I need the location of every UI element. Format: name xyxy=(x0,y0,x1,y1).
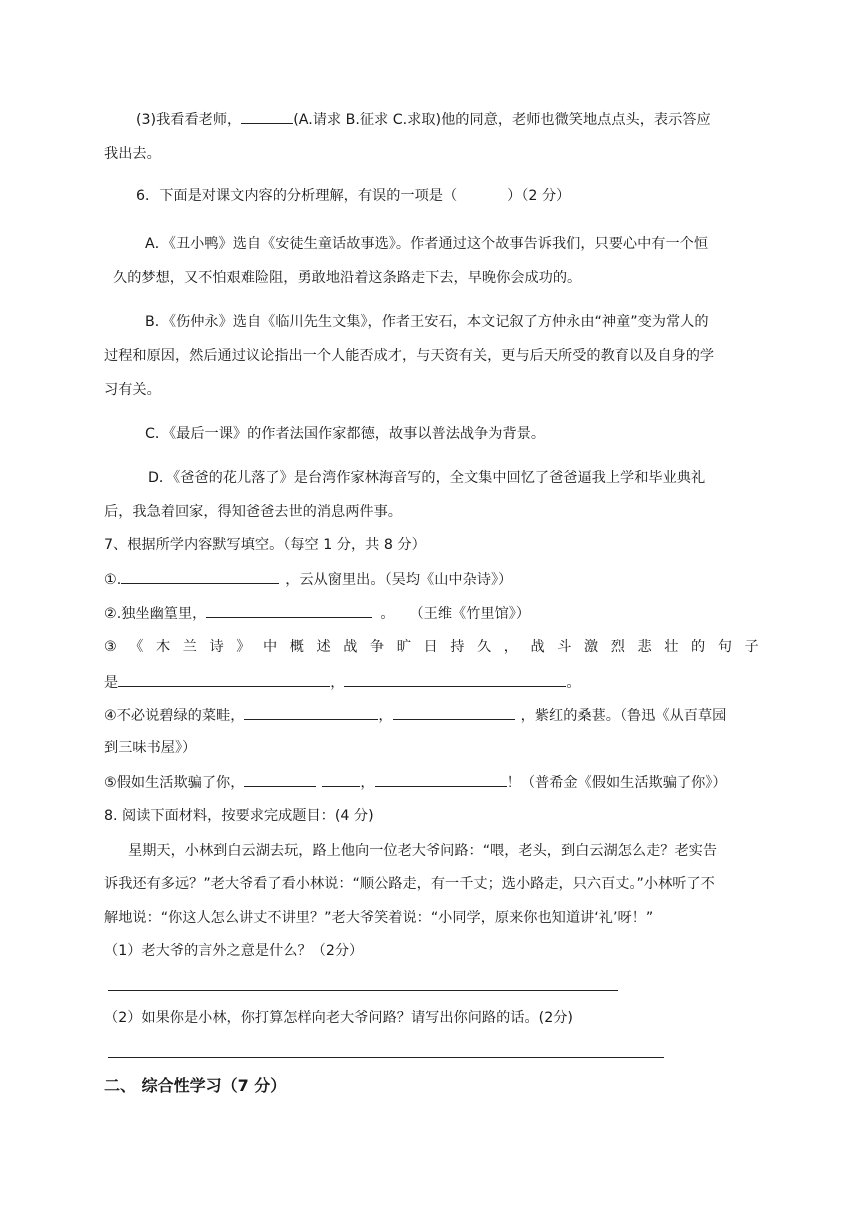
q5-3-line1 xyxy=(136,109,711,130)
q8-passage-line1: 星期天，小林到白云湖去玩，路上他向一位老大爷问路：“喂，老头，到白云湖怎么走？老实告 xyxy=(128,843,718,859)
q7-item-3-end: 。 xyxy=(566,675,581,691)
q7-item-4-blank-1 xyxy=(244,705,378,720)
q7-item-2-source: （王维《竹里馆》） xyxy=(416,606,531,622)
q7-item-3-char: 持 xyxy=(450,639,465,655)
q7-item-3-char: 诗 xyxy=(209,639,224,655)
q7-item-3-char: 木 xyxy=(156,639,171,655)
q7-item-3-char: 争 xyxy=(370,639,385,655)
q6-option-b-line1: B．《伤仲永》选自《临川先生文集》，作者王安石，本文记叙了方仲永由“神童”变为常人的 xyxy=(145,314,709,330)
q6-option-d-line1: D．《爸爸的花儿落了》是台湾作家林海音写的，全文集中回忆了爸爸逼我上学和毕业典礼 xyxy=(148,470,706,486)
q5-3-options: (A.请求 B.征求 C.求取) xyxy=(293,112,442,128)
q7-item-3-char: 概 xyxy=(289,639,304,655)
q7-item-3-char: 日 xyxy=(423,639,438,655)
q6-option-b-line2: 过程和原因，然后通过议论指出一个人能否成才，与天资有关，更与后天所受的教育以及自身的学 xyxy=(104,348,715,364)
q7-item-3-sep: ， xyxy=(330,675,345,691)
q7-item-3-char: 》 xyxy=(236,639,251,655)
q7-item-5-blank-1a xyxy=(244,772,316,787)
q7-item-3-char: 兰 xyxy=(182,639,197,655)
q7-item-3-char: 斗 xyxy=(557,639,572,655)
q7-item-5-prefix: ⑤假如生活欺骗了你， xyxy=(104,775,245,791)
q7-item-3-char: 战 xyxy=(343,639,358,655)
q7-item-1-blank xyxy=(121,569,279,584)
q7-item-3-char: 激 xyxy=(584,639,599,655)
q7-item-3-char: 句 xyxy=(717,639,732,655)
q6-stem-score: ）（2 分） xyxy=(507,188,571,204)
q7-item-2-suffix: 。 xyxy=(380,606,395,622)
q7-item-3-char: ， xyxy=(503,639,518,655)
q7-item-3-char: 悲 xyxy=(637,639,652,655)
q7-item-3-char: 久 xyxy=(477,639,492,655)
q7-item-3-char: 壮 xyxy=(664,639,679,655)
q5-3-suffix: 他的同意，老师也微笑地点点头，表示答应 xyxy=(441,112,711,128)
q8-answer-line-1 xyxy=(108,990,618,991)
q6-option-d-line2: 后，我急着回家，得知爸爸去世的消息两件事。 xyxy=(104,504,402,520)
q8-answer-line-2 xyxy=(108,1057,664,1058)
section-2-heading: 二、 综合性学习（7 分） xyxy=(104,1076,287,1095)
q5-3-prefix: (3)我看看老师， xyxy=(136,112,242,128)
q7-item-4-line2: 到三味书屋》） xyxy=(104,740,197,756)
q7-item-2-blank xyxy=(206,603,372,618)
q7-item-3-char: 述 xyxy=(316,639,331,655)
q7-item-3-char: ③ xyxy=(104,639,117,655)
q7-item-3-char: 《 xyxy=(129,639,144,655)
q8-sub-question-1: （1）老大爷的言外之意是什么？（2分） xyxy=(104,943,364,959)
q7-item-3-blank-1 xyxy=(118,672,330,687)
q8-passage-line2: 诉我还有多远？”老大爷看了看小林说：“顺公路走，有一千丈；选小路走，只六百丈。”小林听了不 xyxy=(104,876,715,892)
q5-3-blank xyxy=(241,109,293,124)
q6-option-b-line3: 习有关。 xyxy=(104,382,161,398)
q7-item-5-blank-2 xyxy=(375,772,507,787)
q6-option-a-line1: A．《丑小鸭》选自《安徒生童话故事选》。作者通过这个故事告诉我们，只要心中有一个恒 xyxy=(145,236,709,252)
q7-item-2-prefix: ②.独坐幽篁里， xyxy=(104,606,207,622)
q6-stem xyxy=(136,186,570,206)
q7-item-4-line1 xyxy=(104,705,726,726)
q5-3-line2: 我出去。 xyxy=(104,146,161,162)
q7-item-1-suffix: ，云从窗里出。（吴均《山中杂诗》） xyxy=(285,572,513,588)
q7-item-3-prefix: 是 xyxy=(104,675,119,691)
q8-sub-question-2: （2）如果你是小林，你打算怎样向老大爷问路？请写出你问路的话。(2分) xyxy=(104,1010,573,1026)
q7-item-5-suffix: ！（普希金《假如生活欺骗了你》） xyxy=(506,775,727,791)
q7-item-5 xyxy=(104,772,727,793)
q7-item-3-line1 xyxy=(104,637,759,657)
q7-item-4-sep: ， xyxy=(378,708,393,724)
q6-option-c-line1: C．《最后一课》的作者法国作家都德，故事以普法战争为背景。 xyxy=(145,426,546,442)
q7-item-4-suffix: ，紫红的桑葚。（鲁迅《从百草园 xyxy=(520,708,727,724)
q7-item-1 xyxy=(104,569,512,590)
q8-passage-line3: 解地说：“你这人怎么讲丈不讲里？”老大爷笑着说：“小同学，原来你也知道讲‘礼’呀！” xyxy=(104,910,654,926)
q7-item-2 xyxy=(104,603,530,624)
q7-item-3-line2 xyxy=(104,672,581,693)
q6-option-a-line2: 久的梦想，又不怕艰难险阻，勇敢地沿着这条路走下去，早晚你会成功的。 xyxy=(113,270,582,286)
q7-item-3-char: 的 xyxy=(691,639,706,655)
q6-stem-text: 6．下面是对课文内容的分析理解，有误的一项是（ xyxy=(136,188,458,204)
q7-item-4-blank-2 xyxy=(393,705,515,720)
q7-item-5-sep: ， xyxy=(360,775,375,791)
q7-item-3-char: 烈 xyxy=(610,639,625,655)
q7-item-1-prefix: ①. xyxy=(104,572,122,588)
q7-item-3-char: 旷 xyxy=(396,639,411,655)
q7-item-5-blank-1b xyxy=(322,772,360,787)
q7-stem: 7、根据所学内容默写填空。（每空 1 分，共 8 分） xyxy=(104,537,426,553)
q7-item-3-char: 中 xyxy=(263,639,278,655)
q7-item-4-prefix: ④不必说碧绿的菜畦， xyxy=(104,708,245,724)
q7-item-3-char: 战 xyxy=(530,639,545,655)
q8-stem: 8. 阅读下面材料，按要求完成题目：(4 分) xyxy=(104,808,374,824)
q7-item-3-char: 子 xyxy=(744,639,759,655)
q7-item-3-blank-2 xyxy=(344,672,566,687)
